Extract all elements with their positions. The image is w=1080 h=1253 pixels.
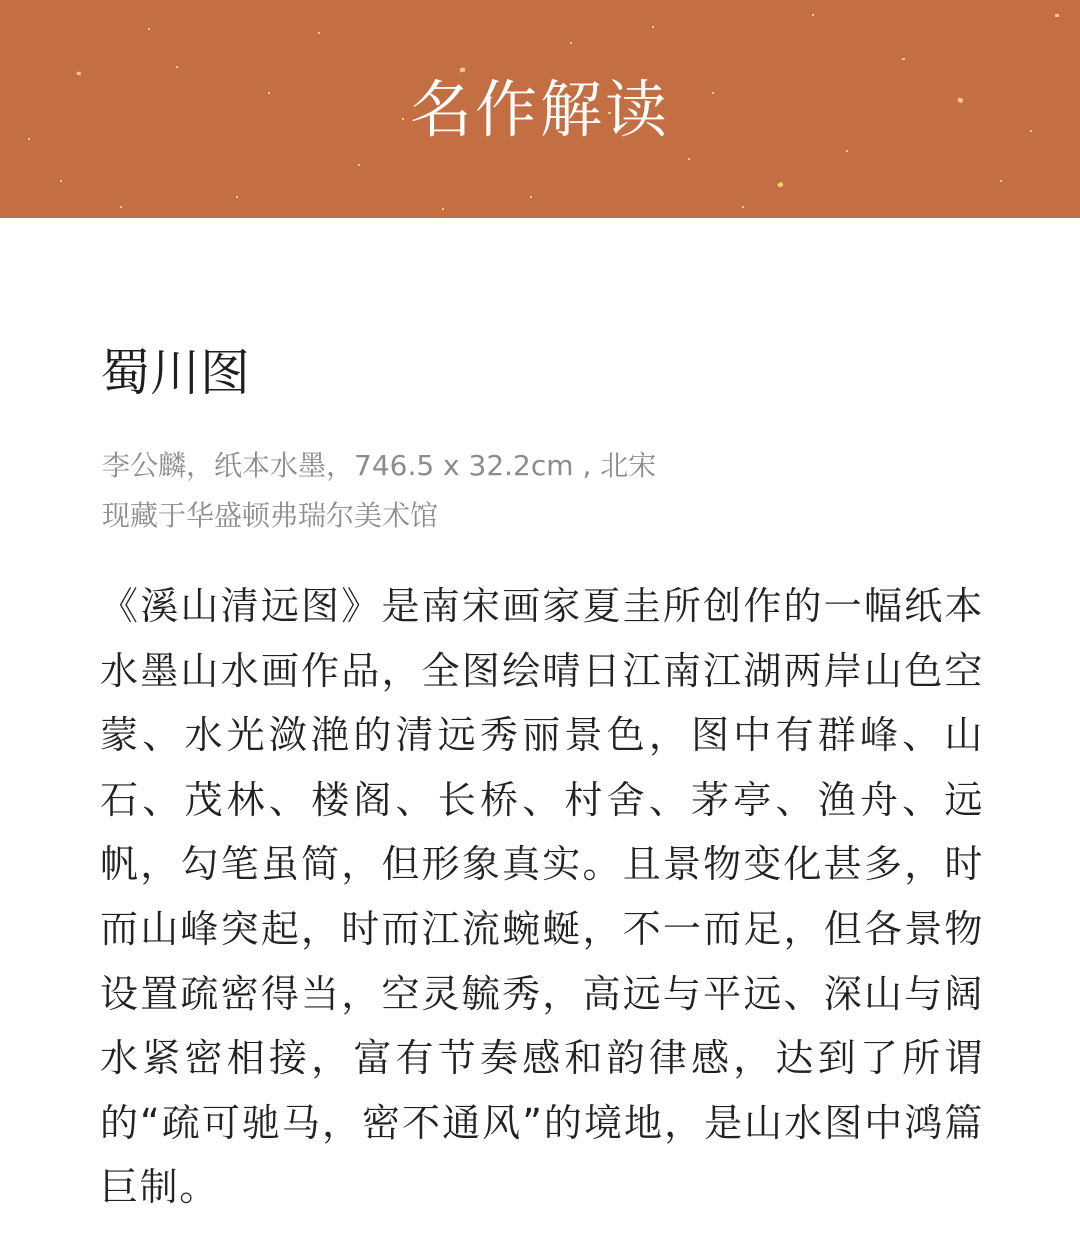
header-banner <box>0 0 1080 218</box>
artwork-title: 蜀川图 <box>100 344 250 402</box>
artwork-meta-collection: 现藏于华盛顿弗瑞尔美术馆 <box>102 499 439 532</box>
artwork-description: 《溪山清远图》是南宋画家夏圭所创作的一幅纸本水墨山水画作品，全图绘晴日江南江湖两岸山色空蒙、水光潋滟的清远秀丽景色，图中有群峰、山石、茂林、楼阁、长桥、村舍、茅亭、渔舟、远帆，勾笔虽简，但形象真实。且景物变化甚多，时而山峰突起，时而江流蜿蜒，不一而足，但各景物设置疏密得当，空灵毓秀，高远与平远、深山与阔水紧密相接，富有节奏感和韵律感，达到了所谓的“疏可驰马，密不通风”的境地，是山水图中鸿篇巨制。 <box>100 584 984 1210</box>
artwork-meta-artist-medium-size: 李公麟，纸本水墨，746.5 x 32.2cm , 北宋 <box>102 449 657 482</box>
page-title: 名作解读 <box>409 73 670 146</box>
